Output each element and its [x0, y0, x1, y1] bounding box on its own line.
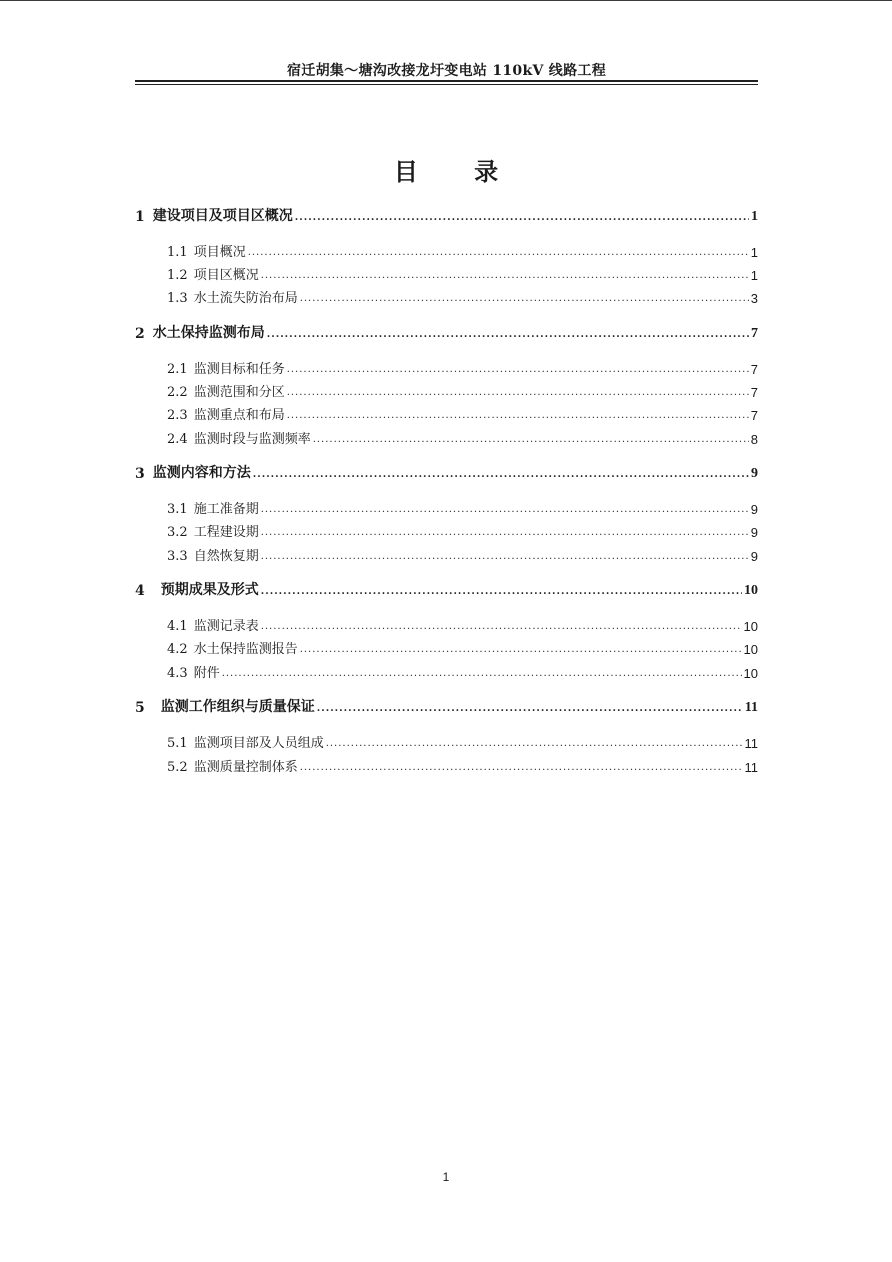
toc-entry-number: 3.1: [167, 502, 188, 517]
dot-leader: [300, 643, 742, 657]
toc-entry-number: 1.3: [167, 291, 188, 306]
toc-entry-5[interactable]: [135, 696, 758, 716]
toc-entry-3-2[interactable]: [135, 520, 758, 540]
dot-leader: [300, 292, 749, 306]
toc-entry-2-1[interactable]: [135, 357, 758, 377]
dot-leader: [287, 386, 749, 400]
toc-entry-page: 1: [751, 209, 758, 224]
toc-entry-number: 2.2: [167, 385, 188, 400]
toc-entry-number: 4.1: [167, 619, 188, 634]
toc-entry-1-3[interactable]: [135, 286, 758, 306]
dot-leader: [300, 761, 743, 775]
toc-entry-page: 7: [751, 326, 758, 341]
toc-entry-number: 2.1: [167, 362, 188, 377]
toc-entry-title: 监测目标和任务: [193, 362, 285, 377]
toc-entry-page: 11: [744, 760, 758, 775]
toc-entry-page: 8: [750, 432, 758, 447]
toc-entry-4-2[interactable]: [135, 637, 758, 657]
toc-entry-number: 1.1: [167, 245, 188, 260]
dot-leader: [261, 620, 742, 634]
dot-leader: [295, 211, 749, 225]
dot-leader: [287, 363, 749, 377]
toc-entry-title: 水土保持监测布局: [152, 325, 265, 341]
toc-entry-number: 5: [135, 700, 145, 716]
toc-entry-1-1[interactable]: [135, 240, 758, 260]
toc-entry-page: 3: [750, 291, 758, 306]
toc-entry-page: 1: [750, 245, 758, 260]
toc-entry-5-2[interactable]: [135, 755, 758, 775]
toc-entry-title: 附件: [193, 666, 220, 681]
toc-entry-number: 2.4: [167, 432, 188, 447]
toc-entry-title: 监测范围和分区: [193, 385, 285, 400]
dot-leader: [253, 468, 749, 482]
toc-entry-number: 4.2: [167, 642, 188, 657]
dot-leader: [287, 409, 749, 423]
toc-entry-4-3[interactable]: [135, 661, 758, 681]
header-rule: [135, 80, 758, 85]
toc-entry-title: 监测质量控制体系: [193, 760, 298, 775]
toc-entry-title: 项目概况: [193, 245, 246, 260]
toc-entry-title: 项目区概况: [193, 268, 259, 283]
page-top-edge: [0, 0, 892, 1]
toc-entry-page: 11: [744, 700, 758, 715]
dot-leader: [261, 550, 749, 564]
toc-entry-title: 监测重点和布局: [193, 408, 285, 423]
toc-entry-3-1[interactable]: [135, 497, 758, 517]
dot-leader: [261, 526, 749, 540]
toc-entry-page: 9: [750, 549, 758, 564]
dot-leader: [326, 737, 743, 751]
toc-entry-page: 10: [744, 583, 758, 598]
dot-leader: [248, 246, 749, 260]
toc-entry-number: 3: [135, 466, 145, 482]
toc-entry-1[interactable]: [135, 205, 758, 225]
toc-entry-page: 9: [750, 525, 758, 540]
toc-entry-title: 施工准备期: [193, 502, 259, 517]
dot-leader: [267, 328, 749, 342]
dot-leader: [222, 667, 742, 681]
toc-entry-number: 2: [135, 326, 145, 342]
toc-entry-title: 监测工作组织与质量保证: [160, 699, 315, 715]
toc-entry-2-3[interactable]: [135, 403, 758, 423]
toc-entry-page: 11: [744, 736, 758, 751]
toc-entry-2[interactable]: [135, 322, 758, 342]
dot-leader: [261, 503, 749, 517]
toc-title: 目 录: [393, 157, 523, 186]
dot-leader: [261, 585, 742, 599]
toc-entry-title: 工程建设期: [193, 525, 259, 540]
page-number: 1: [442, 1170, 450, 1184]
toc-entry-number: 2.3: [167, 408, 188, 423]
toc-entry-page: 7: [750, 385, 758, 400]
toc-entry-title: 水土保持监测报告: [193, 642, 298, 657]
toc-entry-page: 1: [750, 268, 758, 283]
toc-entry-page: 9: [750, 502, 758, 517]
toc-entry-title: 监测记录表: [193, 619, 259, 634]
toc-entry-2-2[interactable]: [135, 380, 758, 400]
toc-entry-number: 1: [135, 209, 145, 225]
toc-entry-number: 4: [135, 583, 145, 599]
toc-entry-page: 10: [743, 642, 758, 657]
toc-entry-title: 建设项目及项目区概况: [152, 208, 293, 224]
toc-entry-page: 7: [750, 362, 758, 377]
toc-entry-2-4[interactable]: [135, 427, 758, 447]
toc-entry-title: 预期成果及形式: [160, 582, 259, 598]
toc-entry-title: 监测时段与监测频率: [193, 432, 311, 447]
dot-leader: [261, 269, 749, 283]
toc-entry-number: 3.3: [167, 549, 188, 564]
toc-entry-number: 4.3: [167, 666, 188, 681]
toc-entry-number: 5.1: [167, 736, 188, 751]
toc-entry-title: 自然恢复期: [193, 549, 259, 564]
toc-entry-title: 监测内容和方法: [152, 465, 251, 481]
toc-entry-4-1[interactable]: [135, 614, 758, 634]
toc-entry-number: 1.2: [167, 268, 188, 283]
toc-entry-3[interactable]: [135, 462, 758, 482]
toc-entry-3-3[interactable]: [135, 544, 758, 564]
dot-leader: [317, 702, 743, 716]
toc-entry-4[interactable]: [135, 579, 758, 599]
toc-entry-title: 水土流失防治布局: [193, 291, 298, 306]
toc-entry-title: 监测项目部及人员组成: [193, 736, 324, 751]
toc-entry-number: 3.2: [167, 525, 188, 540]
running-header: 宿迁胡集～塘沟改接龙圩变电站 110kV 线路工程: [286, 63, 607, 79]
toc-entry-1-2[interactable]: [135, 263, 758, 283]
toc-entry-page: 9: [751, 466, 758, 481]
toc-entry-page: 10: [743, 619, 758, 634]
toc-entry-page: 10: [743, 666, 758, 681]
dot-leader: [313, 433, 749, 447]
toc-entry-number: 5.2: [167, 760, 188, 775]
toc-entry-5-1[interactable]: [135, 731, 758, 751]
toc-entry-page: 7: [750, 408, 758, 423]
